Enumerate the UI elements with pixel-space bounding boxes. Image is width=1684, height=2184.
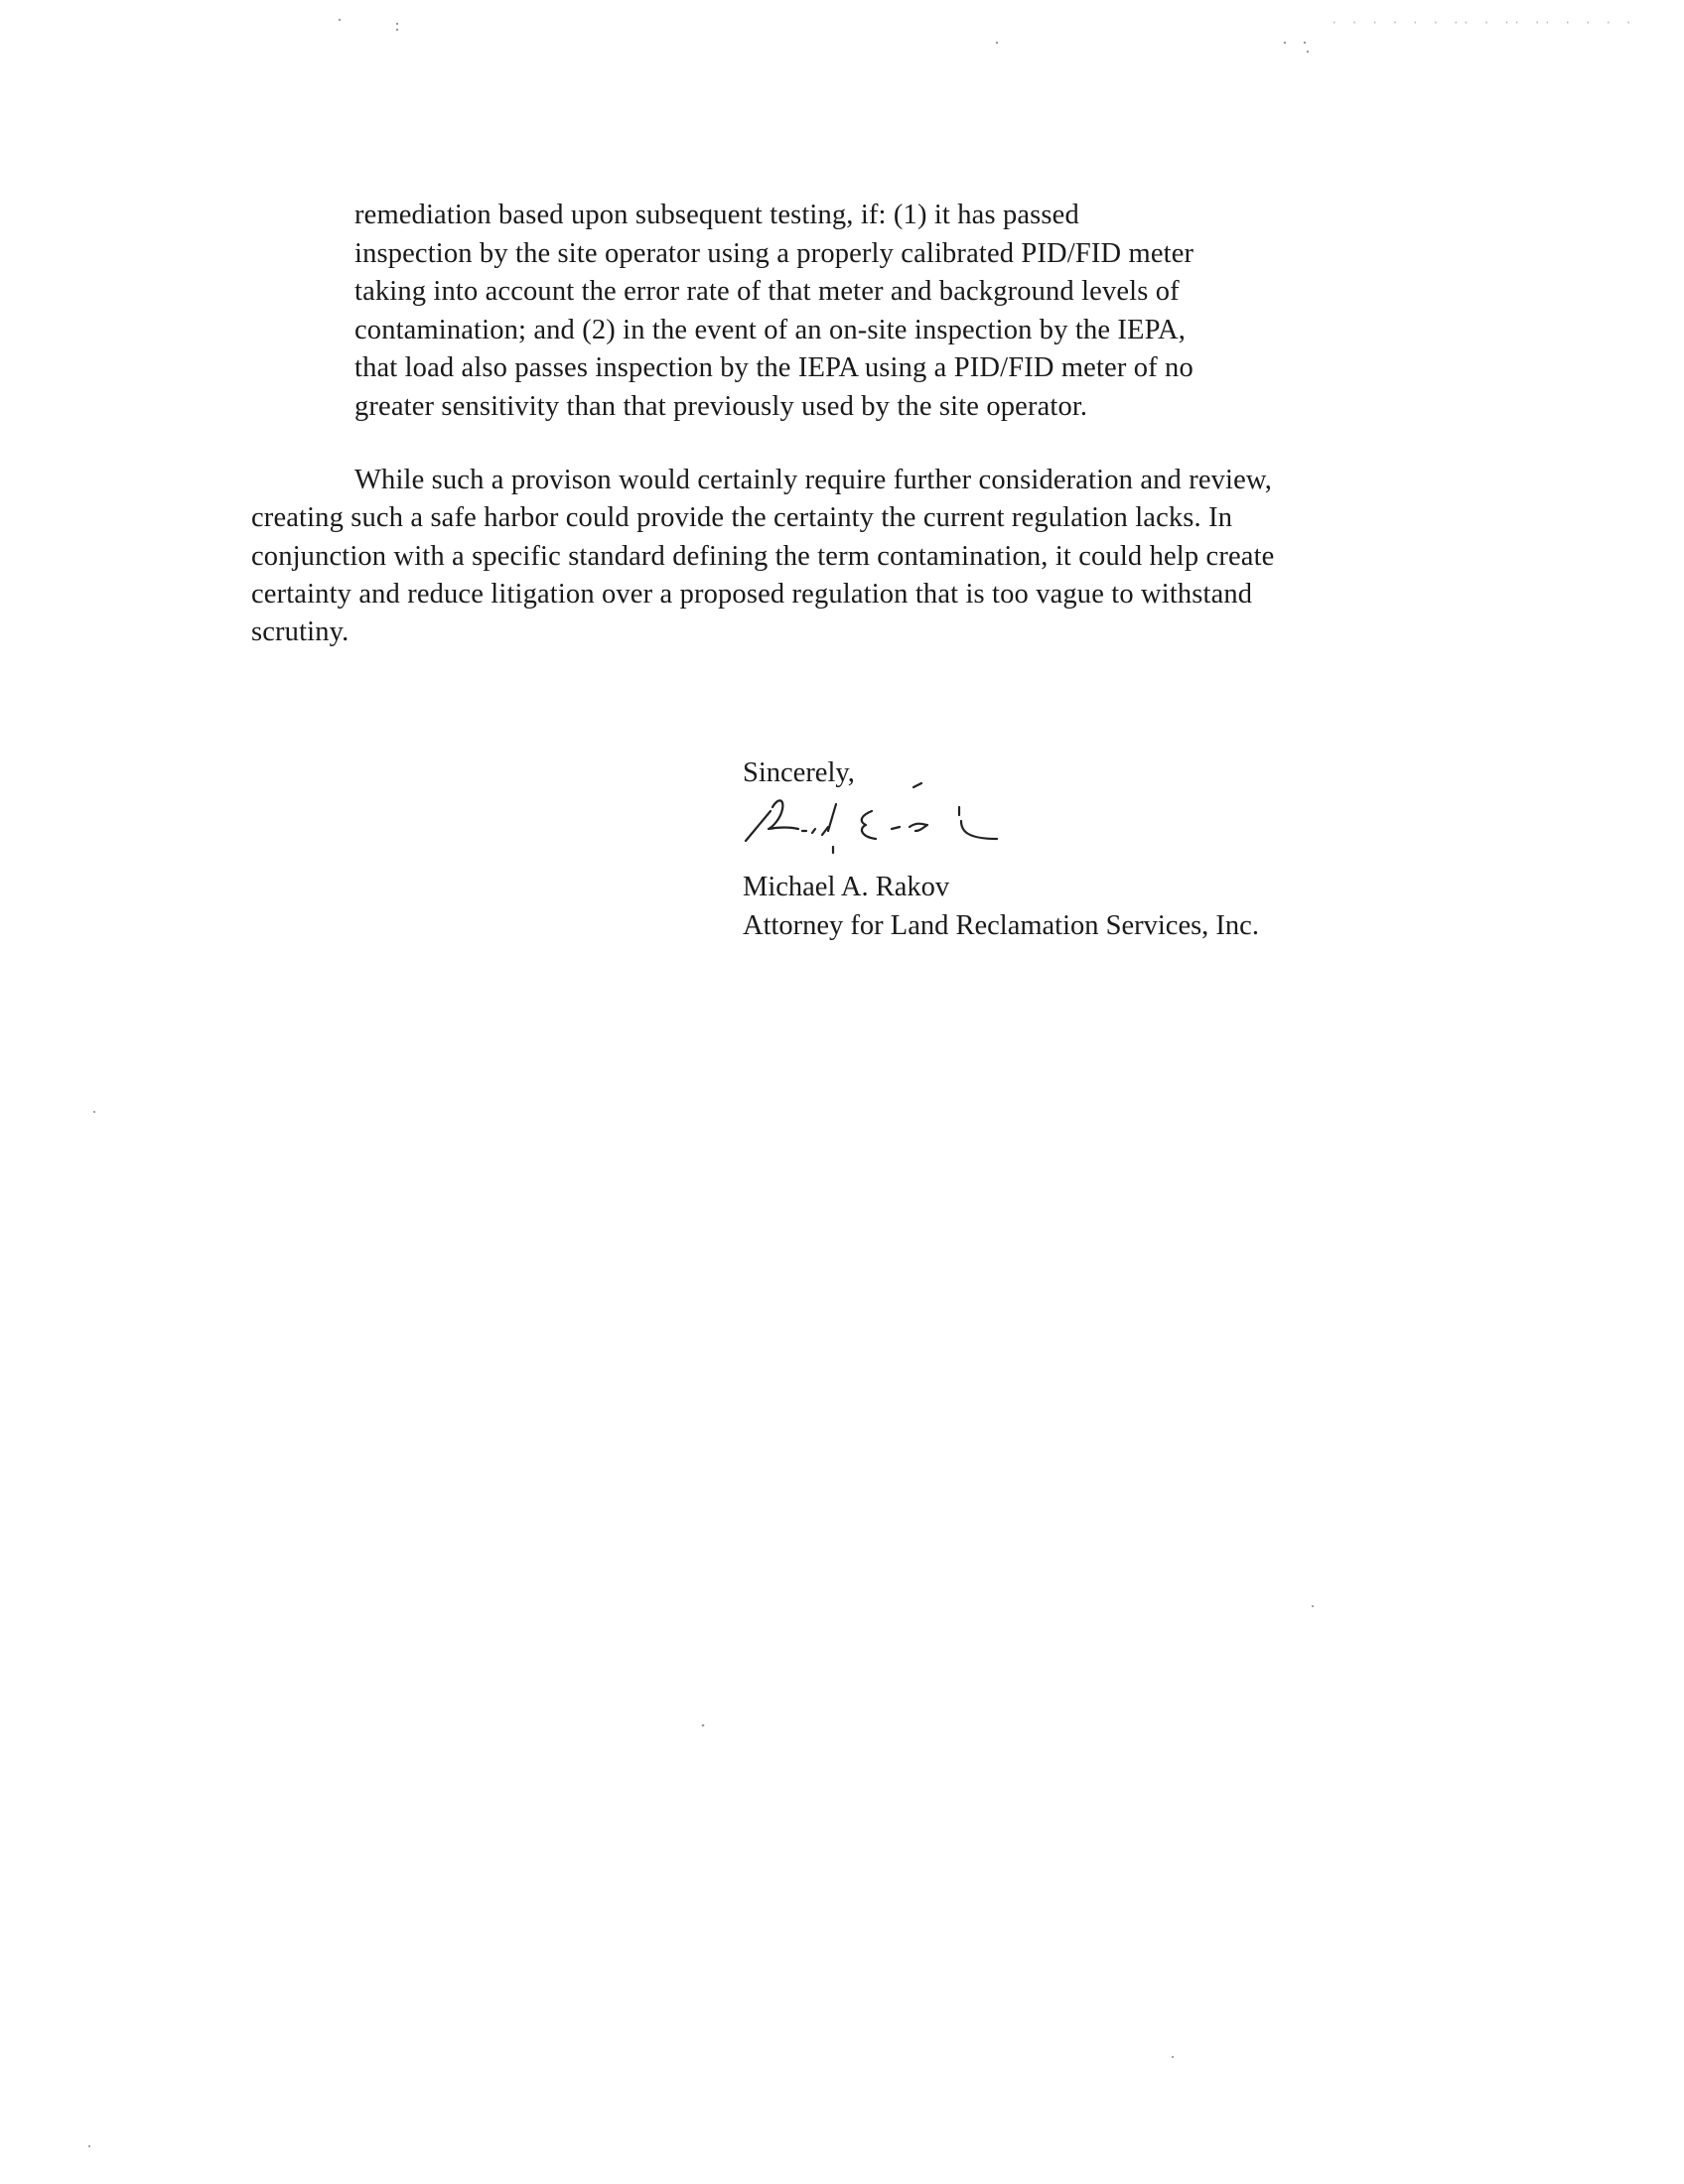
handwritten-signature (743, 769, 1199, 879)
text-line: that load also passes inspection by the IEPA using a PID/FID meter of no (354, 352, 1193, 383)
text-line: conjunction with a specific standard defining the term contamination, it could help create (251, 540, 1275, 572)
text-line: contamination; and (2) in the event of an on-site inspection by the IEPA, (354, 314, 1187, 345)
signer-title: Attorney for Land Reclamation Services, Inc. (743, 910, 1259, 941)
text-line: greater sensitivity than that previously used by the site operator. (354, 390, 1088, 422)
signer-name: Michael A. Rakov (743, 872, 950, 902)
body-paragraph (251, 462, 1443, 651)
text-line: inspection by the site operator using a properly calibrated PID/FID meter (354, 237, 1194, 269)
text-line: creating such a safe harbor could provide the certainty the current regulation lacks. In (251, 502, 1233, 534)
signer-block (743, 868, 1458, 945)
indented-paragraph (354, 197, 1357, 426)
text-line: While such a provison would certainly require further consideration and review, (354, 465, 1273, 495)
text-line: certainty and reduce litigation over a proposed regulation that is too vague to withstand (251, 578, 1253, 610)
salutation: Sincerely, (743, 757, 855, 788)
text-line: scrutiny. (251, 616, 350, 648)
text-line: remediation based upon subsequent testing, if: (1) it has passed (354, 200, 1079, 230)
text-line: taking into account the error rate of that meter and background levels of (354, 276, 1180, 307)
fax-header-mark: · · · · · · ·· · ·· ·· · · · · (1331, 16, 1635, 30)
